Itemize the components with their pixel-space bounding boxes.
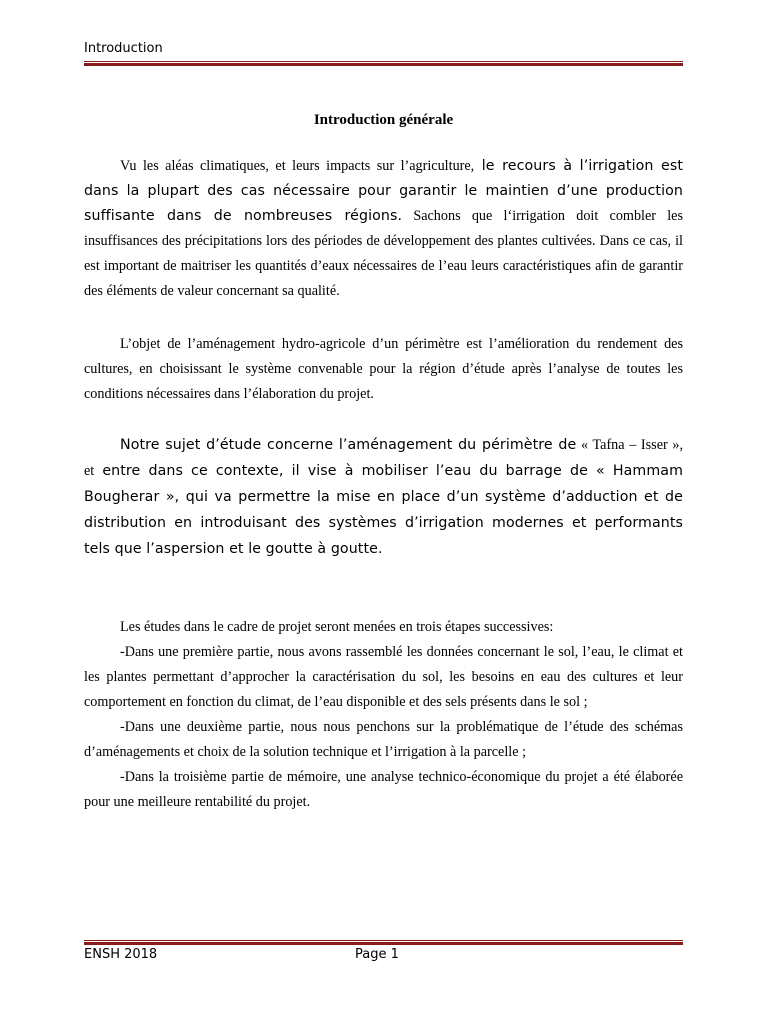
paragraph-stages-intro: Les études dans le cadre de projet seront menées en trois étapes successives: (120, 619, 554, 635)
footer-label: ENSH 2018 (84, 947, 158, 962)
page-number: Page 1 (355, 947, 399, 962)
paragraph-stage-one: -Dans une première partie, nous avons rassemblé les données concernant le sol, l’eau, le climat et les plantes permettant d’approcher la caractérisation du sol, les besoins en eau des cultures et leur comportement en fonction du climat, de l’eau disponible et des sels présents dans le sol ; (84, 644, 683, 710)
paragraph-context-part-b: le recours à l’irrigation est dans la plupart des cas nécessaire pour garantir le maintien d’une production suffisante dans de nombreuses régions. (84, 158, 684, 224)
paragraph-subject-part-c: entre dans ce contexte, il vise à mobiliser l’eau du barrage de « Hammam Bougherar », qui va permettre la mise en place d’un système d’adduction et de distribution en introduisant des systèmes d’irrigation modernes et performants tels que l’aspersion et le goutte à goutte. (84, 463, 683, 557)
footer-rule (84, 940, 683, 945)
paragraph-context-part-a: Vu les aléas climatiques, et leurs impacts sur l’agriculture, (120, 158, 475, 174)
paragraph-objective: L’objet de l’aménagement hydro-agricole d’un périmètre est l’amélioration du rendement des cultures, en choisissant le système convenable pour la région d’étude après l’analyse de toutes les conditions nécessaires dans l’élaboration du projet. (84, 336, 683, 402)
running-header: Introduction (84, 41, 163, 56)
paragraph-stage-three: -Dans la troisième partie de mémoire, une analyse technico-économique du projet a été élaborée pour une meilleure rentabilité du projet. (84, 769, 683, 810)
header-rule (84, 61, 683, 66)
paragraph-context (84, 154, 683, 304)
document-body (84, 108, 683, 815)
document-title: Introduction générale (313, 112, 454, 128)
paragraph-subject (84, 432, 683, 562)
paragraph-subject-part-b: « Tafna – Isser », et (84, 437, 683, 479)
paragraph-subject-part-a: Notre sujet d’étude concerne l’aménagement du périmètre de (120, 437, 577, 453)
paragraph-stage-two: -Dans une deuxième partie, nous nous penchons sur la problématique de l’étude des schémas d’aménagements et choix de la solution technique et l’irrigation à la parcelle ; (84, 719, 683, 760)
paragraph-context-part-c: Sachons que l‘irrigation doit combler les insuffisances des précipitations lors des périodes de développement des plantes cultivées. Dans ce cas, il est important de maitriser les quantités d’eaux nécessaires de l’eau leurs caractéristiques afin de garantir des éléments de valeur concernant sa qualité. (84, 208, 683, 299)
